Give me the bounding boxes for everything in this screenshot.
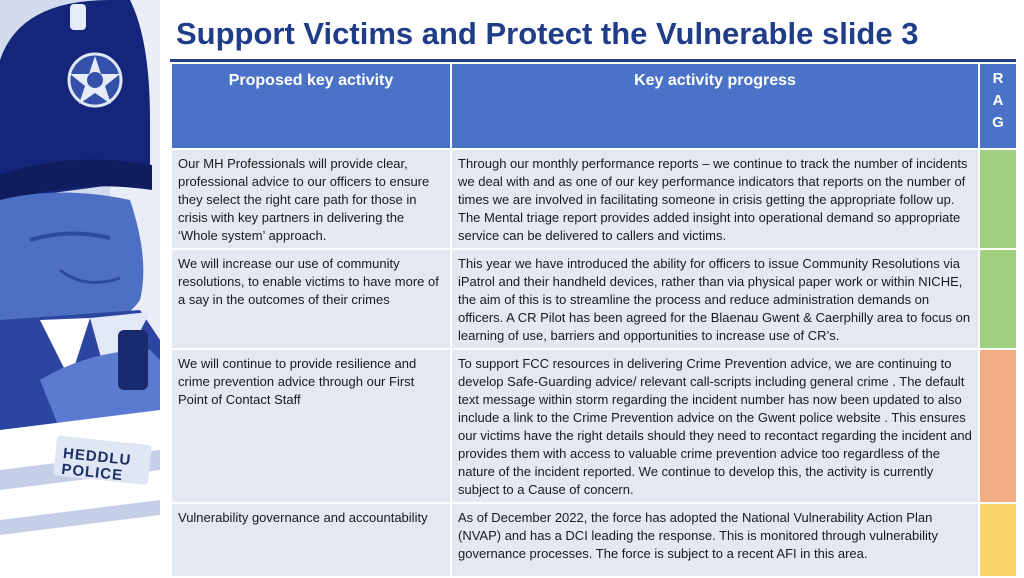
activity-cell: Our MH Professionals will provide clear, professional advice to our officers to ensure they select the right care path for those in crisis with key partners in delivering the ‘Whole system’ approach. <box>171 149 451 249</box>
rag-status-cell <box>979 503 1017 577</box>
header-key-activity-progress: Key activity progress <box>451 63 979 149</box>
rag-letter-g: G <box>992 114 1004 131</box>
progress-cell: To support FCC resources in delivering Crime Prevention advice, we are continuing to develop Safe-Guarding advice/ relevant call-scripts including general crime . The default text message within storm regarding the incident number has now been updated to also include a link to the Crime Prevention advice on the Gwent police website . This ensures our victims have the right details should they need to recontact regarding the incident and provides them with access to valuable crime prevention advice too regardless of the nature of the incident reported. We continue to develop this, the activity is currently subject to a Cause of concern. <box>451 349 979 503</box>
slide-title: Support Victims and Protect the Vulnerable slide 3 <box>176 16 919 51</box>
header-rag <box>979 63 1017 149</box>
activity-cell: Vulnerability governance and accountability <box>171 503 451 577</box>
activity-cell: We will continue to provide resilience and crime prevention advice through our First Point of Contact Staff <box>171 349 451 503</box>
rag-letter-a: A <box>992 92 1004 109</box>
table-header-row <box>171 63 1017 149</box>
table-row <box>171 349 1017 503</box>
police-officer-illustration <box>0 0 160 576</box>
rag-letter-r: R <box>992 70 1004 87</box>
table-row <box>171 149 1017 249</box>
progress-cell: This year we have introduced the ability for officers to issue Community Resolutions via iPatrol and their handheld devices, rather than via physical paper work or within NICHE, the aim of this is to streamline the process and reduce administration demands on officers. A CR Pilot has been agreed for the Blaenau Gwent & Caerphilly area to focus on learning of use, barriers and opportunities to increase use of CR’s. <box>451 249 979 349</box>
police-officer-photo <box>0 0 160 576</box>
activity-cell: We will increase our use of community resolutions, to enable victims to have more of a say in the outcomes of their crimes <box>171 249 451 349</box>
rag-status-cell <box>979 349 1017 503</box>
police-badge-text: HEDDLU POLICE <box>60 444 133 485</box>
progress-cell: As of December 2022, the force has adopted the National Vulnerability Action Plan (NVAP) and has a DCI leading the response. This is monitored through vulnerability governance processes. The force is subject to a recent AFI in this area. <box>451 503 979 577</box>
rag-status-cell <box>979 149 1017 249</box>
header-proposed-key-activity: Proposed key activity <box>171 63 451 149</box>
progress-cell: Through our monthly performance reports – we continue to track the number of incidents we deal with and as one of our key performance indicators that reports on the number of times we are involved in facilitating someone in crisis getting the appropriate follow up. The Mental triage report provides added insight into operational demand so appropriate service can be delivered to callers and victims. <box>451 149 979 249</box>
rag-status-cell <box>979 249 1017 349</box>
table-row <box>171 503 1017 577</box>
table-row <box>171 249 1017 349</box>
activity-progress-table <box>170 62 1018 578</box>
